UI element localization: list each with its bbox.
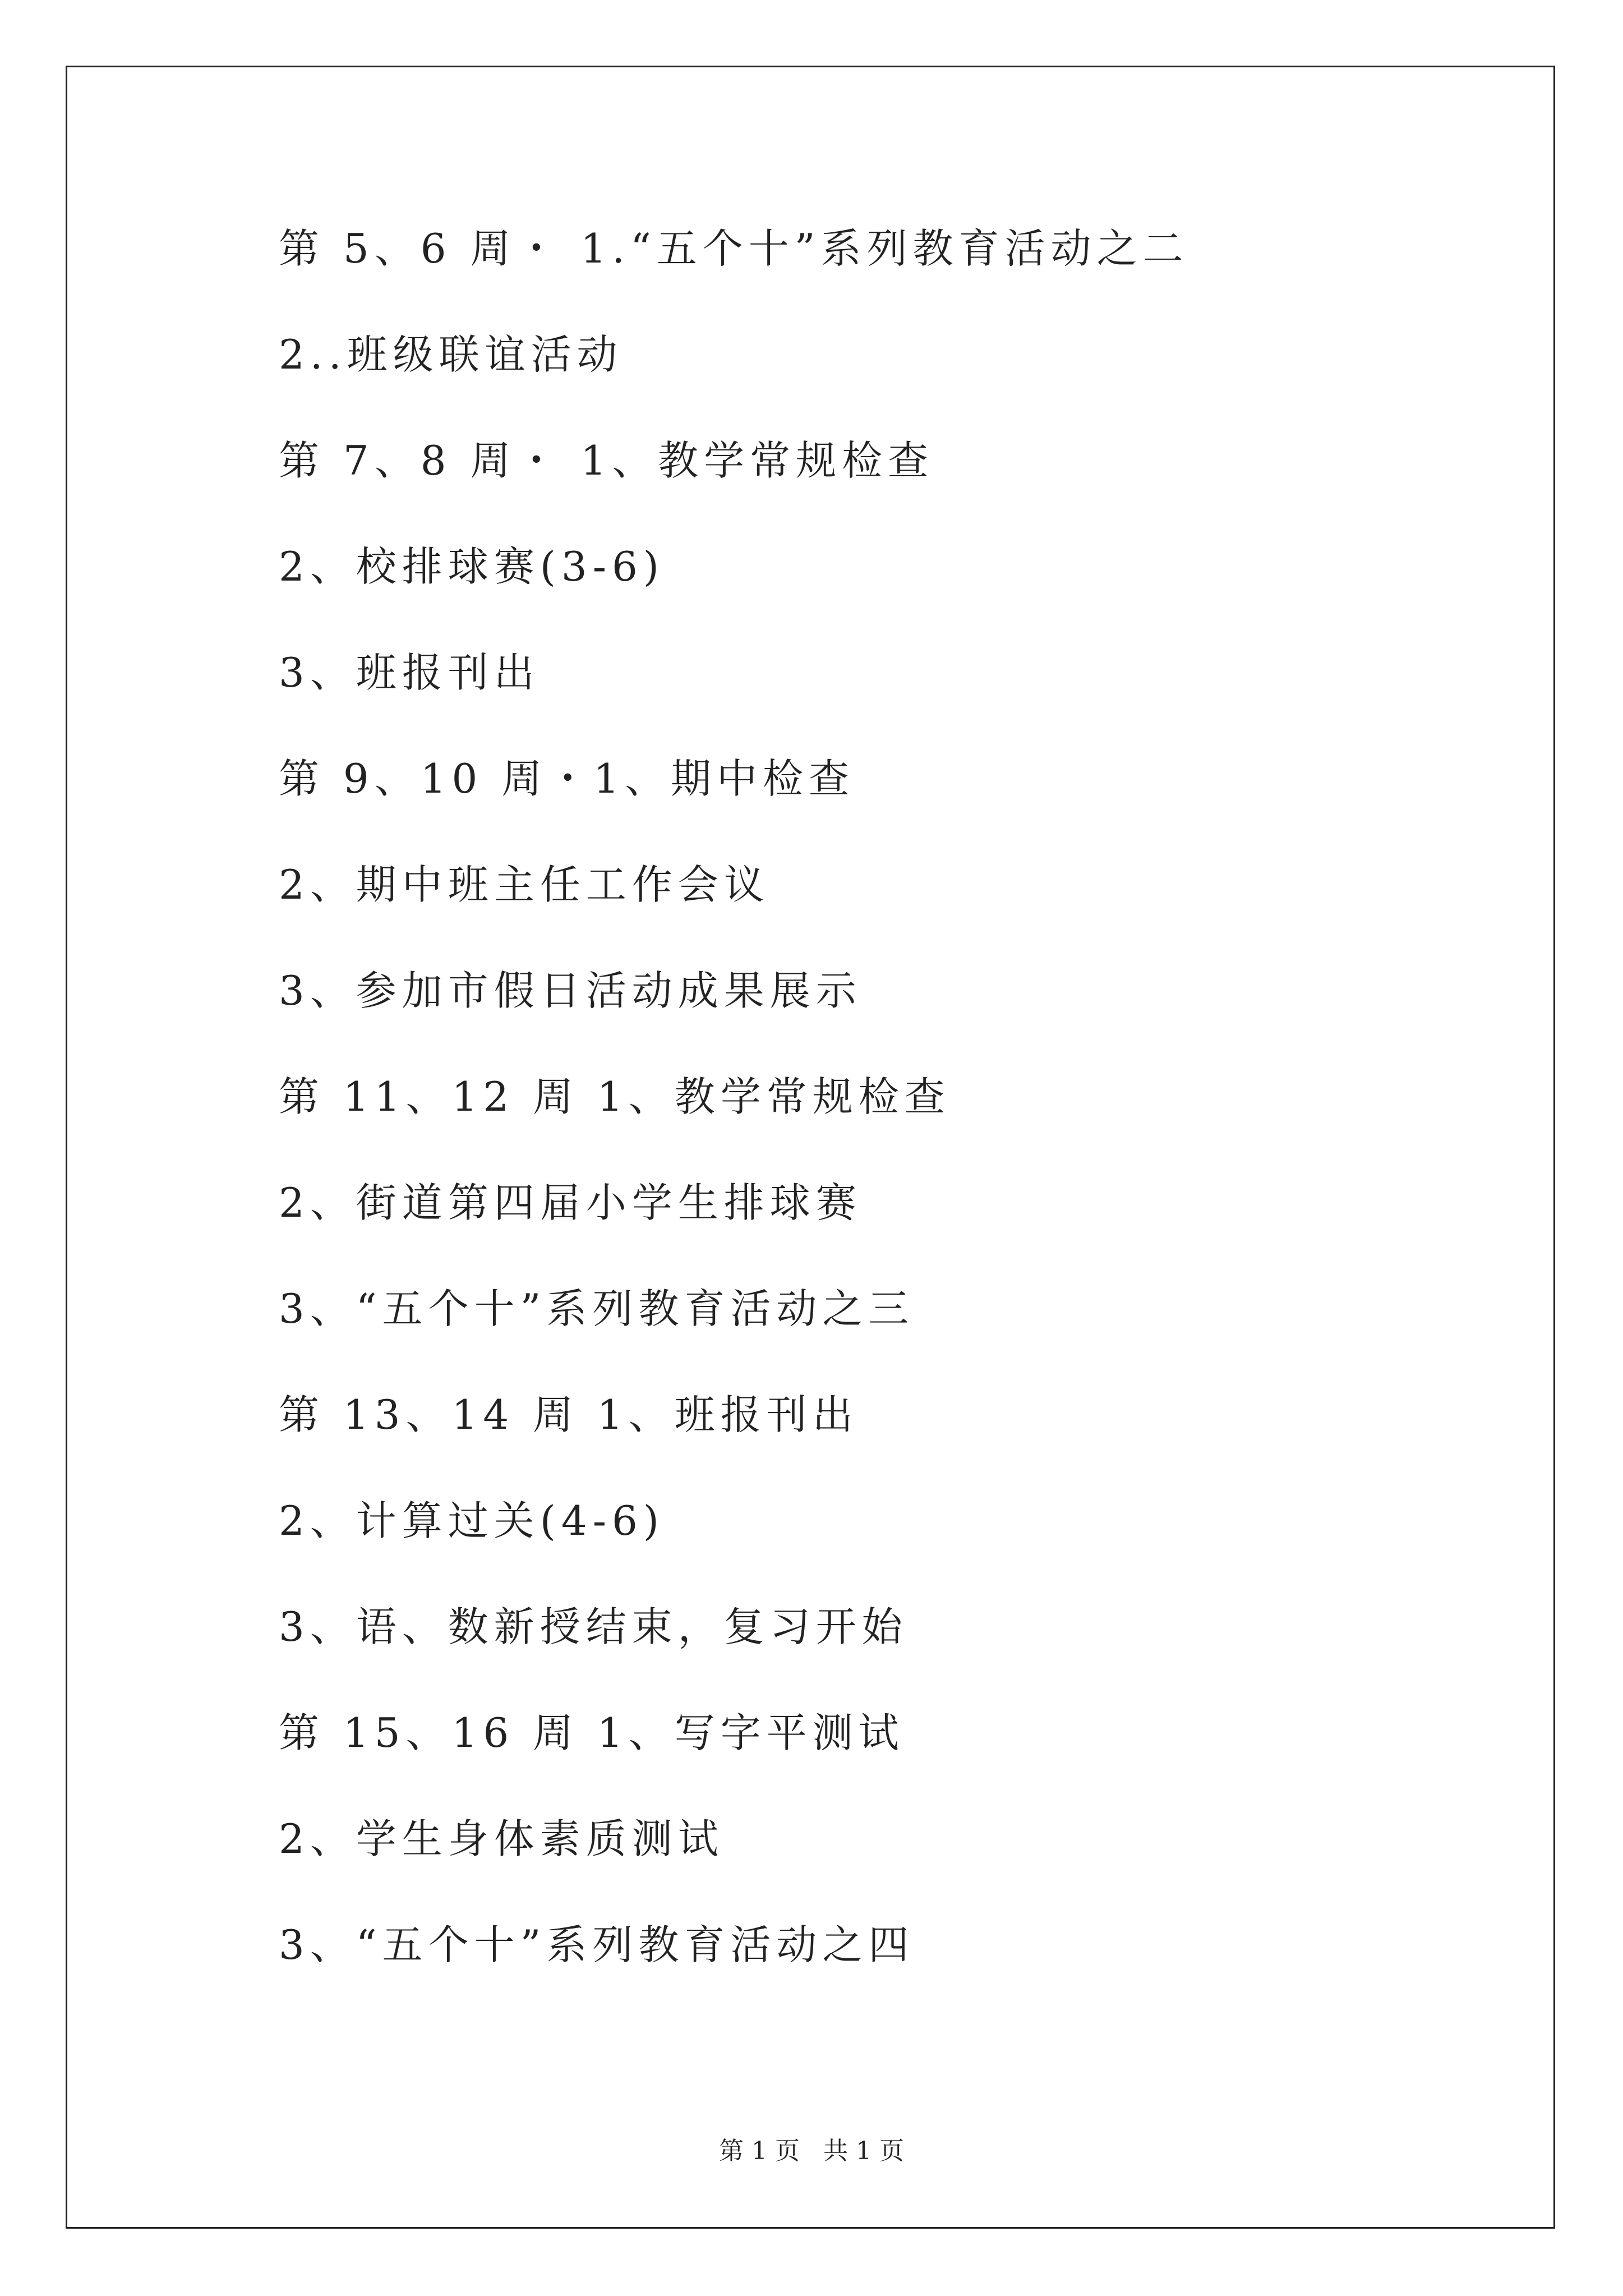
line-street-volleyball: 2、街道第四届小学生排球赛 (279, 1179, 862, 1226)
page-footer: 第 1 页 共 1 页 (719, 2137, 904, 2165)
line-week-5-6: 第 5、6 周・ 1.“五个十”系列教育活动之二 (279, 225, 1189, 272)
line-five-ten-three: 3、“五个十”系列教育活动之三 (279, 1285, 915, 1332)
page-border (66, 66, 1555, 2229)
line-week-11-12: 第 11、12 周 1、教学常规检查 (279, 1073, 951, 1120)
line-fitness-test: 2、学生身体素质测试 (279, 1815, 724, 1862)
line-week-13-14: 第 13、14 周 1、班报刊出 (279, 1391, 859, 1438)
line-five-ten-four: 3、“五个十”系列教育活动之四 (279, 1921, 915, 1968)
line-teacher-meeting: 2、期中班主任工作会议 (279, 861, 770, 908)
line-calculation: 2、计算过关(4-6) (279, 1497, 665, 1544)
line-volleyball: 2、校排球赛(3-6) (279, 543, 665, 590)
line-week-15-16: 第 15、16 周 1、写字平测试 (279, 1709, 905, 1756)
line-week-7-8: 第 7、8 周・ 1、教学常规检查 (279, 437, 934, 484)
line-holiday-exhibit: 3、参加市假日活动成果展示 (279, 967, 862, 1014)
line-class-newspaper: 3、班报刊出 (279, 649, 540, 696)
line-review-start: 3、语、数新授结束，复习开始 (279, 1603, 908, 1650)
line-week-9-10: 第 9、10 周・1、期中检查 (279, 755, 855, 802)
line-class-social: 2..班级联谊活动 (279, 331, 623, 378)
